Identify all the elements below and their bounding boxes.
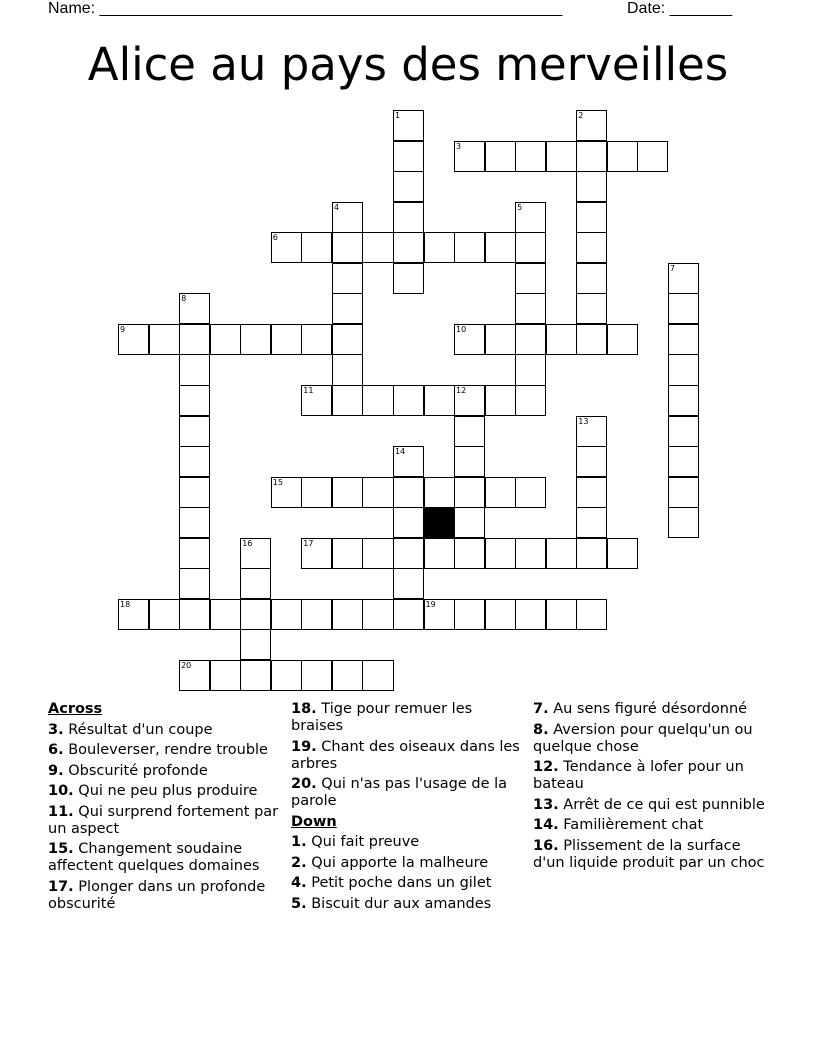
clue-text: Biscuit dur aux amandes bbox=[306, 895, 492, 912]
grid-cell[interactable] bbox=[607, 538, 638, 569]
grid-cell[interactable] bbox=[393, 538, 424, 569]
grid-cell[interactable] bbox=[393, 263, 424, 294]
grid-cell-19[interactable] bbox=[424, 599, 455, 630]
clue-text: Obscurité profonde bbox=[63, 762, 208, 779]
grid-cell-3[interactable] bbox=[454, 141, 485, 172]
grid-cell[interactable] bbox=[393, 202, 424, 233]
across-clue bbox=[48, 841, 280, 875]
grid-cell-11[interactable] bbox=[301, 385, 332, 416]
down-clue bbox=[291, 855, 523, 872]
grid-cell-16[interactable] bbox=[240, 538, 271, 569]
grid-cell[interactable] bbox=[210, 324, 241, 355]
grid-cell[interactable] bbox=[179, 538, 210, 569]
grid-cell[interactable] bbox=[179, 354, 210, 385]
clue-number: 17. bbox=[48, 878, 74, 895]
grid-cell[interactable] bbox=[546, 599, 577, 630]
clue-number: 4. bbox=[291, 875, 307, 891]
clue-number: 11. bbox=[48, 803, 74, 820]
clue-number: 15. bbox=[48, 841, 74, 857]
grid-cell[interactable] bbox=[210, 660, 241, 691]
grid-cell[interactable] bbox=[424, 538, 455, 569]
clue-number: 1. bbox=[291, 834, 307, 850]
across-clue bbox=[291, 739, 523, 773]
grid-cell[interactable] bbox=[546, 324, 577, 355]
clue-text: Qui apporte la malheure bbox=[306, 854, 489, 871]
grid-cell[interactable] bbox=[179, 416, 210, 447]
across-clue-list bbox=[48, 722, 280, 913]
across-clue bbox=[48, 804, 280, 838]
grid-cell[interactable] bbox=[179, 568, 210, 599]
grid-cell[interactable] bbox=[668, 477, 699, 508]
clue-text: Chant des oiseaux dans les arbres bbox=[291, 738, 520, 772]
clue-number: 19. bbox=[291, 738, 317, 755]
grid-cell[interactable] bbox=[515, 354, 546, 385]
grid-cell[interactable] bbox=[240, 629, 271, 660]
clue-number: 9 bbox=[120, 324, 126, 334]
across-clue bbox=[48, 742, 280, 759]
clue-number: 3 bbox=[456, 141, 462, 151]
across-clue-list-continued bbox=[291, 701, 523, 810]
clue-number: 2 bbox=[578, 111, 584, 120]
down-clue bbox=[533, 722, 765, 756]
clue-number: 16 bbox=[242, 538, 253, 548]
clue-text: Qui surprend fortement par un aspect bbox=[48, 803, 279, 837]
grid-cell[interactable] bbox=[515, 232, 546, 263]
grid-cell-10[interactable] bbox=[454, 324, 485, 355]
grid-cell-2[interactable] bbox=[576, 110, 607, 141]
grid-cell[interactable] bbox=[393, 171, 424, 202]
grid-cell[interactable] bbox=[271, 324, 302, 355]
clue-number: 14. bbox=[533, 817, 559, 833]
across-clue bbox=[291, 776, 523, 810]
grid-cell[interactable] bbox=[424, 232, 455, 263]
grid-cell-17[interactable] bbox=[301, 538, 332, 569]
grid-cell[interactable] bbox=[179, 385, 210, 416]
grid-cell[interactable] bbox=[668, 293, 699, 324]
grid-cell[interactable] bbox=[179, 477, 210, 508]
clue-number: 7 bbox=[669, 263, 675, 273]
grid-cell[interactable] bbox=[454, 416, 485, 447]
date-field: Date: _______ bbox=[627, 0, 732, 17]
clue-number: 19 bbox=[425, 599, 436, 609]
grid-cell[interactable] bbox=[332, 354, 363, 385]
grid-cell-4[interactable] bbox=[332, 202, 363, 233]
grid-cell[interactable] bbox=[240, 324, 271, 355]
grid-cell[interactable] bbox=[332, 263, 363, 294]
clue-text: Au sens figuré désordonné bbox=[548, 701, 748, 717]
clue-text: Qui ne peu plus produire bbox=[73, 783, 258, 799]
grid-cell[interactable] bbox=[332, 599, 363, 630]
grid-cell[interactable] bbox=[393, 141, 424, 172]
grid-cell[interactable] bbox=[179, 507, 210, 538]
down-heading: Down bbox=[291, 813, 337, 830]
grid-cell[interactable] bbox=[179, 446, 210, 477]
down-clue-list bbox=[291, 834, 523, 913]
grid-cell-6[interactable] bbox=[271, 232, 302, 263]
grid-cell[interactable] bbox=[515, 538, 546, 569]
grid-cell[interactable] bbox=[515, 293, 546, 324]
grid-cell[interactable] bbox=[454, 538, 485, 569]
grid-cell[interactable] bbox=[454, 507, 485, 538]
clue-text: Qui fait preuve bbox=[306, 834, 420, 850]
across-clue bbox=[48, 722, 280, 739]
grid-cell[interactable] bbox=[515, 477, 546, 508]
grid-cell-8[interactable] bbox=[179, 293, 210, 324]
clue-text: Plonger dans un profonde obscurité bbox=[48, 878, 266, 912]
grid-cell[interactable] bbox=[271, 660, 302, 691]
grid-cell-5[interactable] bbox=[515, 202, 546, 233]
grid-cell[interactable] bbox=[240, 568, 271, 599]
grid-cell-20[interactable] bbox=[179, 660, 210, 691]
clue-number: 12. bbox=[533, 759, 559, 775]
grid-cell[interactable] bbox=[332, 477, 363, 508]
clue-number: 4 bbox=[333, 202, 339, 212]
across-clue bbox=[48, 763, 280, 780]
grid-cell[interactable] bbox=[515, 141, 546, 172]
clue-number: 6. bbox=[48, 742, 64, 758]
grid-cell[interactable] bbox=[485, 599, 516, 630]
down-clue bbox=[291, 834, 523, 851]
grid-cell[interactable] bbox=[668, 354, 699, 385]
grid-cell-9[interactable] bbox=[118, 324, 149, 355]
clue-number: 20 bbox=[181, 660, 192, 670]
grid-cell[interactable] bbox=[393, 568, 424, 599]
grid-cell[interactable] bbox=[393, 232, 424, 263]
grid-cell[interactable] bbox=[576, 263, 607, 294]
down-clue bbox=[533, 759, 765, 793]
grid-cell[interactable] bbox=[515, 599, 546, 630]
across-clue bbox=[291, 701, 523, 735]
clue-number: 1 bbox=[394, 111, 401, 120]
grid-cell[interactable] bbox=[485, 385, 516, 416]
grid-cell-15[interactable] bbox=[271, 477, 302, 508]
grid-cell[interactable] bbox=[576, 446, 607, 477]
clue-number: 12 bbox=[456, 385, 467, 395]
grid-cell[interactable] bbox=[149, 324, 180, 355]
grid-cell[interactable] bbox=[485, 477, 516, 508]
grid-cell[interactable] bbox=[576, 171, 607, 202]
grid-cell[interactable] bbox=[454, 446, 485, 477]
across-clue bbox=[48, 783, 280, 800]
clue-number: 15 bbox=[272, 477, 283, 487]
clue-number: 5 bbox=[517, 202, 523, 212]
down-clue bbox=[291, 875, 523, 892]
clue-number: 8. bbox=[533, 721, 549, 738]
grid-cell-13[interactable] bbox=[576, 416, 607, 447]
clue-text: Aversion pour quelqu'un ou quelque chose bbox=[533, 721, 753, 755]
clue-text: Résultat d'un coupe bbox=[63, 721, 213, 738]
across-clue bbox=[48, 879, 280, 913]
grid-cell[interactable] bbox=[607, 324, 638, 355]
name-field: Name: ____________________________________________________ bbox=[48, 0, 563, 17]
grid-cell[interactable] bbox=[576, 477, 607, 508]
grid-cell[interactable] bbox=[515, 324, 546, 355]
grid-cell[interactable] bbox=[301, 599, 332, 630]
grid-cell[interactable] bbox=[454, 232, 485, 263]
clue-number: 14 bbox=[394, 447, 406, 457]
clue-text: Bouleverser, rendre trouble bbox=[63, 742, 268, 758]
clue-text: Petit poche dans un gilet bbox=[306, 875, 492, 891]
clue-number: 13. bbox=[533, 796, 559, 813]
grid-cell[interactable] bbox=[332, 660, 363, 691]
clues-column-1 bbox=[48, 701, 280, 916]
grid-cell[interactable] bbox=[179, 324, 210, 355]
clue-text: Arrêt de ce qui est punnible bbox=[558, 796, 765, 813]
grid-cell[interactable] bbox=[576, 507, 607, 538]
grid-cell[interactable] bbox=[424, 385, 455, 416]
clue-number: 20. bbox=[291, 776, 317, 792]
grid-cell[interactable] bbox=[576, 538, 607, 569]
clue-number: 10. bbox=[48, 783, 74, 799]
grid-cell-1[interactable] bbox=[393, 110, 424, 141]
down-clue bbox=[533, 701, 765, 718]
grid-cell[interactable] bbox=[668, 507, 699, 538]
grid-cell[interactable] bbox=[576, 293, 607, 324]
grid-cell[interactable] bbox=[362, 232, 393, 263]
black-square bbox=[424, 507, 455, 538]
grid-cell[interactable] bbox=[301, 477, 332, 508]
grid-cell-18[interactable] bbox=[118, 599, 149, 630]
clue-number: 5. bbox=[291, 895, 307, 912]
grid-cell[interactable] bbox=[301, 232, 332, 263]
grid-cell[interactable] bbox=[362, 385, 393, 416]
clue-text: Tige pour remuer les braises bbox=[291, 701, 473, 734]
page-title: Alice au pays des merveilles bbox=[87, 38, 729, 91]
clue-number: 7. bbox=[533, 701, 549, 717]
grid-cell[interactable] bbox=[576, 202, 607, 233]
grid-cell[interactable] bbox=[546, 538, 577, 569]
grid-cell[interactable] bbox=[362, 660, 393, 691]
grid-cell[interactable] bbox=[362, 538, 393, 569]
clues-column-2 bbox=[291, 701, 523, 916]
clue-number: 16. bbox=[533, 837, 559, 854]
grid-cell[interactable] bbox=[332, 293, 363, 324]
clue-text: Familièrement chat bbox=[558, 817, 704, 833]
grid-cell[interactable] bbox=[454, 477, 485, 508]
clue-number: 18 bbox=[120, 599, 131, 609]
grid-cell[interactable] bbox=[393, 477, 424, 508]
grid-cell[interactable] bbox=[576, 141, 607, 172]
grid-cell[interactable] bbox=[332, 232, 363, 263]
grid-cell[interactable] bbox=[668, 416, 699, 447]
grid-cell[interactable] bbox=[668, 385, 699, 416]
grid-cell[interactable] bbox=[179, 599, 210, 630]
grid-cell-7[interactable] bbox=[668, 263, 699, 294]
clue-number: 3. bbox=[48, 721, 64, 738]
clue-number: 2. bbox=[291, 854, 307, 871]
clue-number: 8 bbox=[181, 294, 187, 304]
grid-cell[interactable] bbox=[393, 385, 424, 416]
clue-number: 17 bbox=[303, 538, 314, 548]
clue-number: 13 bbox=[578, 416, 589, 426]
clue-number: 18. bbox=[291, 701, 317, 717]
grid-cell[interactable] bbox=[485, 538, 516, 569]
grid-cell[interactable] bbox=[668, 446, 699, 477]
grid-cell[interactable] bbox=[301, 324, 332, 355]
grid-cell[interactable] bbox=[607, 141, 638, 172]
clue-text: Qui n'as pas l'usage de la parole bbox=[291, 776, 508, 809]
grid-cell[interactable] bbox=[149, 599, 180, 630]
down-clue-list-continued bbox=[533, 701, 765, 872]
clues-column-3 bbox=[533, 701, 765, 875]
grid-cell[interactable] bbox=[576, 324, 607, 355]
grid-cell[interactable] bbox=[515, 385, 546, 416]
grid-cell[interactable] bbox=[240, 599, 271, 630]
grid-cell[interactable] bbox=[485, 141, 516, 172]
grid-cell[interactable] bbox=[332, 324, 363, 355]
grid-cell[interactable] bbox=[485, 232, 516, 263]
grid-cell[interactable] bbox=[332, 538, 363, 569]
grid-cell[interactable] bbox=[546, 141, 577, 172]
across-heading: Across bbox=[48, 701, 103, 717]
clue-number: 11 bbox=[303, 385, 314, 395]
down-clue bbox=[533, 817, 765, 834]
grid-cell[interactable] bbox=[485, 324, 516, 355]
grid-cell[interactable] bbox=[210, 599, 241, 630]
grid-cell[interactable] bbox=[332, 385, 363, 416]
grid-cell[interactable] bbox=[393, 507, 424, 538]
clue-text: Changement soudaine affectent quelques domaines bbox=[48, 841, 260, 874]
clue-number: 10 bbox=[456, 324, 467, 334]
down-clue bbox=[533, 797, 765, 814]
grid-cell[interactable] bbox=[362, 477, 393, 508]
grid-cell[interactable] bbox=[637, 141, 668, 172]
down-clue bbox=[291, 896, 523, 913]
grid-cell-14[interactable] bbox=[393, 446, 424, 477]
grid-cell[interactable] bbox=[515, 263, 546, 294]
clue-number: 6 bbox=[272, 233, 278, 243]
grid-cell[interactable] bbox=[668, 324, 699, 355]
grid-cell[interactable] bbox=[271, 599, 302, 630]
grid-cell[interactable] bbox=[424, 477, 455, 508]
grid-cell[interactable] bbox=[454, 599, 485, 630]
clue-number: 9. bbox=[48, 762, 64, 779]
grid-cell[interactable] bbox=[362, 599, 393, 630]
grid-cell[interactable] bbox=[301, 660, 332, 691]
grid-cell[interactable] bbox=[240, 660, 271, 691]
clue-text: Plissement de la surface d'un liquide produit par un choc bbox=[533, 837, 765, 871]
grid-cell-12[interactable] bbox=[454, 385, 485, 416]
grid-cell[interactable] bbox=[393, 599, 424, 630]
clue-text: Tendance à lofer pour un bateau bbox=[533, 759, 744, 792]
grid-cell[interactable] bbox=[576, 599, 607, 630]
grid-cell[interactable] bbox=[576, 232, 607, 263]
down-clue bbox=[533, 838, 765, 872]
